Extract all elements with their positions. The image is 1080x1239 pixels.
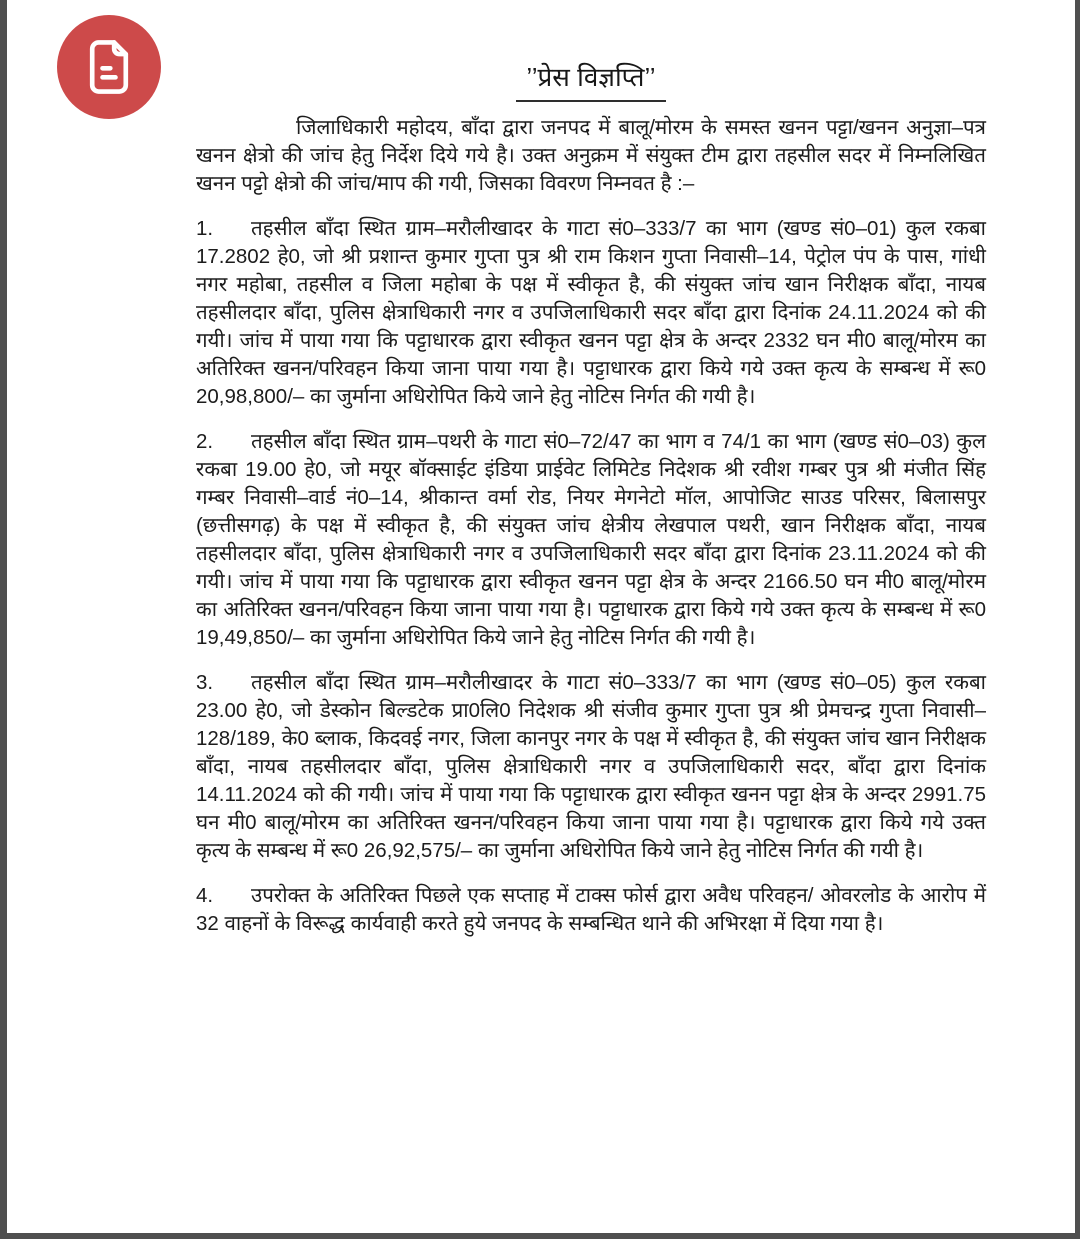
right-edge-border [1075, 0, 1080, 1239]
list-item-1 [196, 215, 986, 411]
file-badge [57, 15, 161, 119]
left-edge-border [0, 0, 7, 1239]
item-text: तहसील बाँदा स्थित ग्राम–मरौलीखादर के गाटा सं0–333/7 का भाग (खण्ड सं0–01) कुल रकबा 17.2802 हे0, जो श्री प्रशान्त कुमार गुप्ता पुत्र श्री राम किशन गुप्ता निवासी–14, पेट्रोल पंप के पास, गांधी नगर महोबा, तहसील व जिला महोबा के पक्ष में स्वीकृत है, की संयुक्त जांच खान निरीक्षक बाँदा, नायब तहसीलदार बाँदा, पुलिस क्षेत्राधिकारी नगर व उपजिलाधिकारी सदर बाँदा द्वारा दिनांक 24.11.2024 को की गयी। जांच में पाया गया कि पट्टाधारक द्वारा स्वीकृत खनन पट्टा क्षेत्र के अन्दर 2332 घन मी0 बालू/मोरम का अतिरिक्त खनन/परिवहन किया जाना पाया गया है। पट्टाधारक द्वारा किये गये उक्त कृत्य के सम्बन्ध में रू0 20,98,800/– का जुर्माना अधिरोपित किये जाने हेतु नोटिस निर्गत की गयी है। [196, 217, 986, 408]
list-item-3 [196, 669, 986, 865]
item-text: उपरोक्त के अतिरिक्त पिछले एक सप्ताह में टाक्स फोर्स द्वारा अवैध परिवहन/ ओवरलोड के आरोप में 32 वाहनों के विरूद्ध कार्यवाही करते हुये जनपद के सम्बन्धित थाने की अभिरक्षा में दिया गया है। [196, 884, 986, 935]
item-number: 3. [196, 671, 214, 694]
item-number: 4. [196, 884, 214, 907]
item-number: 2. [196, 430, 214, 453]
intro-paragraph: जिलाधिकारी महोदय, बाँदा द्वारा जनपद में बालू/मोरम के समस्त खनन पट्टा/खनन अनुज्ञा–पत्र खनन क्षेत्रो की जांच हेतु निर्देश दिये गये है। उक्त अनुक्रम में संयुक्त टीम द्वारा तहसील सदर में निम्नलिखित खनन पट्टो क्षेत्रो की जांच/माप की गयी, जिसका विवरण निम्नवत है :– [196, 116, 986, 195]
item-text: तहसील बाँदा स्थित ग्राम–मरौलीखादर के गाटा सं0–333/7 का भाग (खण्ड सं0–05) कुल रकबा 23.00 हे0, जो डेस्कोन बिल्डटेक प्रा0लि0 निदेशक श्री संजीव कुमार गुप्ता पुत्र श्री प्रेमचन्द्र गुप्ता निवासी–128/189, के0 ब्लाक, किदवई नगर, जिला कानपुर नगर के पक्ष में स्वीकृत है, की संयुक्त जांच खान निरीक्षक बाँदा, नायब तहसीलदार बाँदा, पुलिस क्षेत्राधिकारी नगर व उपजिलाधिकारी सदर, बाँदा द्वारा दिनांक 14.11.2024 को की गयी। जांच में पाया गया कि पट्टाधारक द्वारा स्वीकृत खनन पट्टा क्षेत्र के अन्दर 2991.75 घन मी0 बालू/मोरम का अतिरिक्त खनन/परिवहन किया जाना पाया गया है। पट्टाधारक द्वारा किये गये उक्त कृत्य के सम्बन्ध में रू0 26,92,575/– का जुर्माना अधिरोपित किये जाने हेतु नोटिस निर्गत की गयी है। [196, 671, 986, 862]
bottom-edge-border [0, 1233, 1080, 1239]
press-release-title: ’’प्रेस विज्ञप्ति’’ [516, 62, 665, 102]
list-item-4 [196, 882, 986, 938]
list-item-2 [196, 428, 986, 652]
file-text-icon [78, 36, 140, 98]
item-text: तहसील बाँदा स्थित ग्राम–पथरी के गाटा सं0–72/47 का भाग व 74/1 का भाग (खण्ड सं0–03) कुल रकबा 19.00 हे0, जो मयूर बॉक्साईट इंडिया प्राईवेट लिमिटेड निदेशक श्री रवीश गम्बर पुत्र श्री मंजीत सिंह गम्बर निवासी–वार्ड नं0–14, श्रीकान्त वर्मा रोड, नियर मेगनेटो मॉल, आपोजिट साउड परिसर, बिलासपुर (छत्तीसगढ़) के पक्ष में स्वीकृत है, की संयुक्त जांच क्षेत्रीय लेखपाल पथरी, खान निरीक्षक बाँदा, नायब तहसीलदार बाँदा, पुलिस क्षेत्राधिकारी नगर व उपजिलाधिकारी सदर बाँदा द्वारा दिनांक 23.11.2024 को की गयी। जांच में पाया गया कि पट्टाधारक द्वारा स्वीकृत खनन पट्टा क्षेत्र के अन्दर 2166.50 घन मी0 बालू/मोरम का अतिरिक्त खनन/परिवहन किया जाना पाया गया है। पट्टाधारक द्वारा किये गये उक्त कृत्य के सम्बन्ध में रू0 19,49,850/– का जुर्माना अधिरोपित किये जाने हेतु नोटिस निर्गत की गयी है। [196, 430, 986, 649]
item-number: 1. [196, 217, 214, 240]
